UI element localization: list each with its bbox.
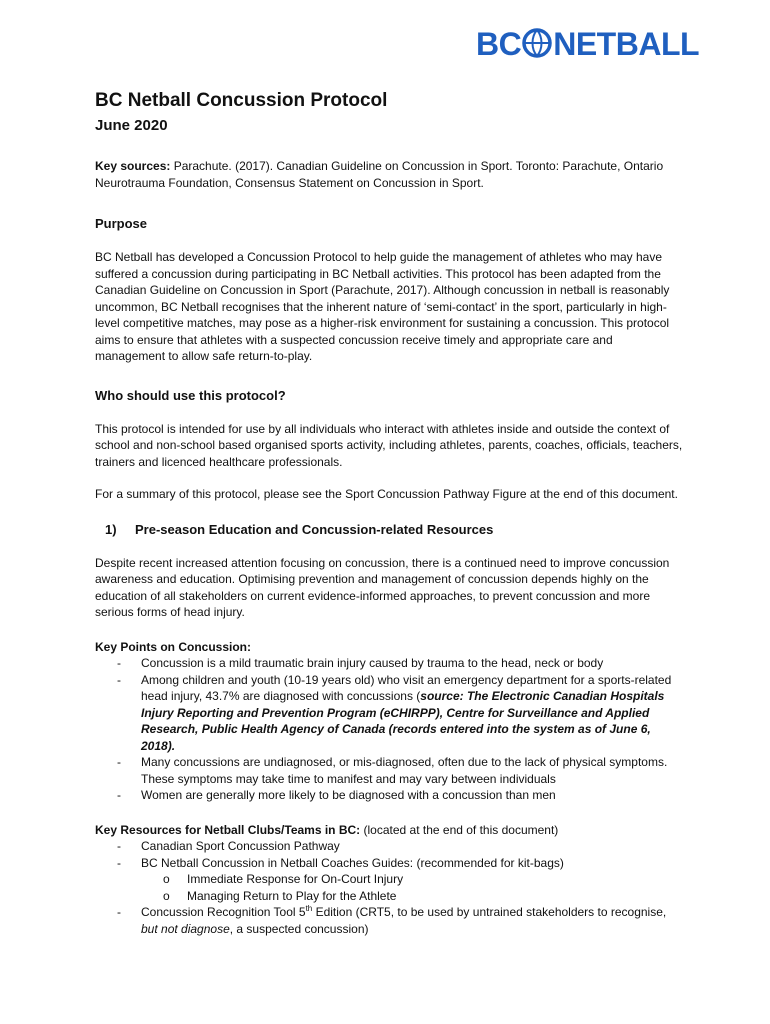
coaches-guides-sublist — [141, 871, 685, 904]
key-points-list — [95, 655, 685, 804]
who-paragraph-2: For a summary of this protocol, please see the Sport Concussion Pathway Figure at the end of this document. — [95, 487, 678, 501]
key-points-title: Key Points on Concussion: — [95, 639, 252, 654]
key-sources: Key sources: Parachute. (2017). Canadian Guideline on Concussion in Sport. Toronto: Parachute, Ontario Neurotrauma Foundation, Consensus Statement on Concussion in Sport. — [95, 159, 664, 190]
who-heading: Who should use this protocol? — [95, 387, 286, 403]
list-item: - Many concussions are undiagnosed, or mis-diagnosed, often due to the lack of physical symptoms. These symptoms may take time to manifest and may vary between individuals — [117, 755, 668, 786]
list-item: - Canadian Sport Concussion Pathway — [117, 839, 340, 853]
list-item: - Concussion is a mild traumatic brain injury caused by trauma to the head, neck or body — [117, 656, 604, 670]
section-1-heading: 1) Pre-season Education and Concussion-related Resources — [105, 521, 494, 537]
list-item: o Immediate Response for On-Court Injury — [163, 872, 404, 886]
bc-netball-logo: BC NETBALL — [476, 24, 724, 64]
purpose-heading: Purpose — [95, 216, 148, 231]
document-title: BC Netball Concussion Protocol — [95, 90, 388, 111]
key-resources-title: Key Resources for Netball Clubs/Teams in BC: (located at the end of this document) — [95, 822, 559, 837]
netball-icon — [522, 27, 552, 67]
list-item: - Women are generally more likely to be diagnosed with a concussion than men — [117, 788, 556, 802]
list-item: - Among children and youth (10-19 years old) who visit an emergency department for a sports-related head injury, 43.7% are diagnosed with concussions (source: The Electronic Canadian Hospitals Injury Reporting and Prevention Program (eCHIRPP), Centre for Surveillance and Applied Research, Public Health Agency of Canada (records entered into the system as of June 6, 2018). — [117, 672, 672, 753]
list-item: - Concussion Recognition Tool 5th Edition (CRT5, to be used by untrained stakeholders to recognise, but not diagnose, a suspected concussion) — [117, 904, 667, 936]
document-date: June 2020 — [95, 117, 168, 134]
key-resources-list — [95, 838, 685, 937]
list-item: o Managing Return to Play for the Athlete — [163, 888, 397, 903]
list-item: - BC Netball Concussion in Netball Coaches Guides: (recommended for kit-bags) o Immediate Response for On-Court Injury o Managing Return to Play for the Athlete — [95, 855, 685, 905]
document-body — [95, 88, 685, 937]
purpose-text: BC Netball has developed a Concussion Protocol to help guide the management of athletes who may have suffered a concussion during participating in BC Netball activities. This protocol has been adapted from the Canadian Guideline on Concussion in Sport (Parachute, 2017). Although concussion in netball is reasonably uncommon, BC Netball recognises that the inherent nature of ‘semi-contact’ in the sport, particularly in high-level competitive matches, may pose as a higher-risk environment for sustaining a concussion. This protocol aims to ensure that athletes with a suspected concussion receive timely and appropriate care and management to allow safe return-to-play. — [95, 250, 670, 363]
section-1-intro: Despite recent increased attention focusing on concussion, there is a continued need to improve concussion awareness and education. Optimising prevention and management of concussion depends highly on the education of all stakeholders on current evidence-informed approaches, to prevent concussion and more serious forms of head injury. — [95, 555, 670, 619]
who-paragraph-1: This protocol is intended for use by all individuals who interact with athletes inside and outside the context of school and non-school based organised sports activity, including athletes, parents, coaches, officials, teachers, trainers and licenced healthcare professionals. — [95, 421, 683, 469]
